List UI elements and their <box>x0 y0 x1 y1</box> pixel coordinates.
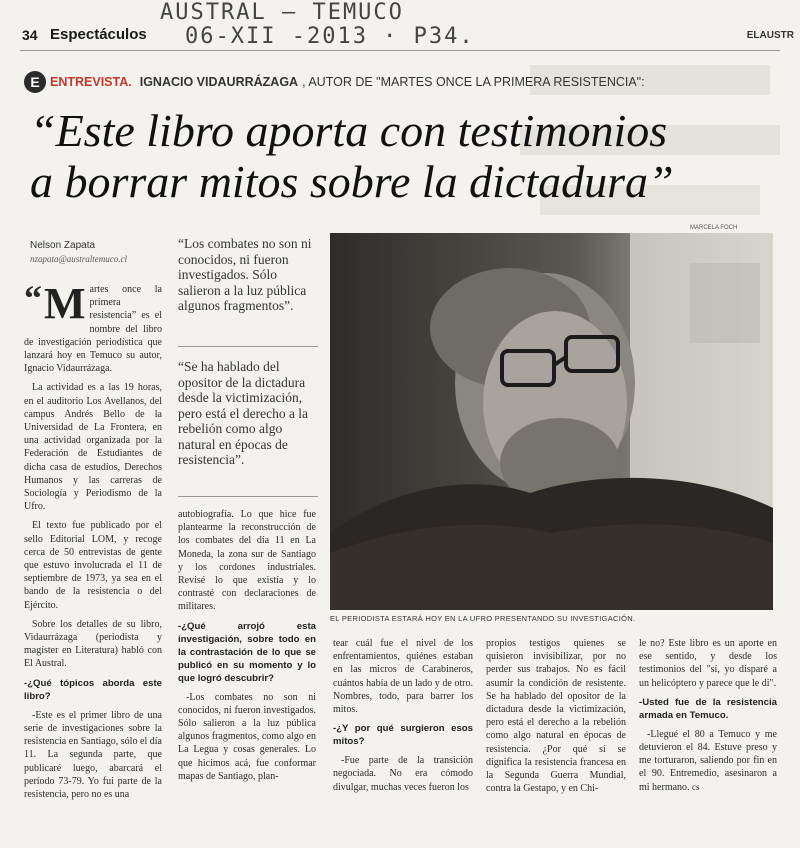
headline <box>30 105 780 207</box>
kicker-interviewee: IGNACIO VIDAURRÁZAGA <box>139 75 299 89</box>
masthead-fragment: ELAUSTR <box>746 30 794 41</box>
paragraph: La actividad es a las 19 horas, en el auditorio Los Avellanos, del campus Andrés Bello de la Universidad de La Frontera, en una actividad organizada por la Federación de Estudiantes de dicha casa de estudios, Derechos Humanos y las carreras de Sociología y Periodismo de la Ufro. <box>24 382 162 513</box>
interview-kicker <box>24 70 645 94</box>
entrevista-badge: E <box>24 71 46 93</box>
drop-cap: M <box>44 279 86 328</box>
kicker-description: , AUTOR DE "MARTES ONCE LA PRIMERA RESISTENCIA": <box>302 75 645 89</box>
section-title: Espectáculos <box>50 26 147 43</box>
paragraph: autobiografía. Lo que hice fue plantearme la reconstrucción de los combates del día 11 en La Moneda, la zona sur de Santiago y los cordones industriales. Revisé lo que existía y lo contrasté con declaraciones de militares. <box>178 509 316 613</box>
byline-email: nzapata@australtemuco.cl <box>30 254 128 264</box>
interview-question: -¿Y por qué surgieron esos mitos? <box>333 723 473 748</box>
article-column-4 <box>486 637 626 801</box>
paragraph: -Fue parte de la transición negociada. No era cómodo divulgar, muchas veces fueron los <box>333 755 473 793</box>
pull-quote-1: “Los combates no son ni conocidos, ni fueron investigados. Sólo salieron a la luz pública algunos fragmentos”. <box>178 236 312 313</box>
interview-question: -¿Qué arrojó esta investigación, sobre todo en la contrastación de lo que se publicó en su momento y lo que logró descubrir? <box>178 620 316 684</box>
kicker-label: ENTREVISTA. <box>50 75 132 89</box>
paragraph: le no? Este libro es un aporte en ese sentido, y desde los testimonios del "sí, yo disparé a un helicóptero y parece que le di". <box>639 638 777 689</box>
headline-line-2: a borrar mitos sobre la dictadura” <box>30 156 674 207</box>
page-number: 34 <box>22 27 38 43</box>
pull-quote-2: “Se ha hablado del opositor de la dictadura desde la victimización, pero está el derecho a la rebelión como algo natural en épocas de resistencia”. <box>178 359 309 467</box>
author-photo <box>330 233 773 610</box>
article-column-1 <box>24 278 162 807</box>
interview-question: -Usted fue de la resistencia armada en Temuco. <box>639 696 777 721</box>
closing-paragraph: -Llegué el 80 a Temuco y me detuvieron el 84. Estuve preso y me torturaron, saliendo por fin en el 90. Entremedio, asesinaron a mi hermano. <box>639 728 777 793</box>
paragraph <box>639 728 777 794</box>
headline-line-1: “Este libro aporta con testimonios <box>30 105 668 156</box>
paragraph: propios testigos quienes se quisieron invisibilizar, por no perder sus trabajos. No es fácil asumir la condición de resistente. Se ha hablado del opositor de la dictadura desde la victimización, pero está el derecho a la rebelión como algo natural en épocas de resistencia. ¿Por qué sí se dignifica la resistencia francesa en la Segunda Guerra Mundial, contra la Gestapo, y en Chi- <box>486 638 626 795</box>
handwritten-source: AUSTRAL — TEMUCO <box>160 0 404 25</box>
article-column-3 <box>333 637 473 800</box>
pull-quote-divider <box>178 496 318 497</box>
handwritten-date: 06-XII -2013 · P34. <box>185 24 475 49</box>
portrait-illustration <box>330 233 773 610</box>
byline-author: Nelson Zapata <box>30 240 96 251</box>
pull-quote-divider <box>178 346 318 347</box>
author-initials: cs <box>692 781 700 792</box>
photo-caption: EL PERIODISTA ESTARÁ HOY EN LA UFRO PRESENTANDO SU INVESTIGACIÓN. <box>330 614 636 623</box>
open-quote-icon: “ <box>24 278 42 318</box>
paragraph: Sobre los detalles de su libro, Vidaurrázaga (periodista y magíster en Literatura) habló con El Austral. <box>24 618 162 670</box>
photo-credit: MARCELA FOCH <box>690 225 738 231</box>
paragraph: -Los combates no son ni conocidos, ni fueron investigados. Sólo salieron a la luz pública algunos fragmentos, como algo en La Legua y cosas generales. Lo que hicimos acá, fue conformar mapas de Santiago, plan- <box>178 691 316 782</box>
paragraph: -Este es el primer libro de una serie de investigaciones sobre la resistencia en Santiago, sólo el día 11. La segunda parte, que publicaré luego, abarcará el período 73-79. Yo fui parte de la resistencia, pero no es una <box>24 709 162 800</box>
interview-question: -¿Qué tópicos aborda este libro? <box>24 677 162 702</box>
lead-paragraph: artes once la primera resistencia” es el nombre del libro de investigación periodística que lanzará hoy en Temuco su autor, Ignacio Vidaurrázaga. <box>24 284 162 375</box>
paragraph: tear cuál fue el nivel de los enfrentamientos, quiénes estaban en las micros de Carabineros, cuántos había de un lado y de otro. Nombres, todo, para barrer los mitos. <box>333 638 473 716</box>
header-rule <box>20 50 780 51</box>
article-column-2 <box>178 508 316 789</box>
article-column-5 <box>639 637 777 800</box>
paragraph: El texto fue publicado por el sello Editorial LOM, y recoge cerca de 50 entrevistas de gente que estuvo involucrada el 11 de septiembre de 1973, ya sea en el bando de la resistencia o del Ejército. <box>24 520 162 611</box>
